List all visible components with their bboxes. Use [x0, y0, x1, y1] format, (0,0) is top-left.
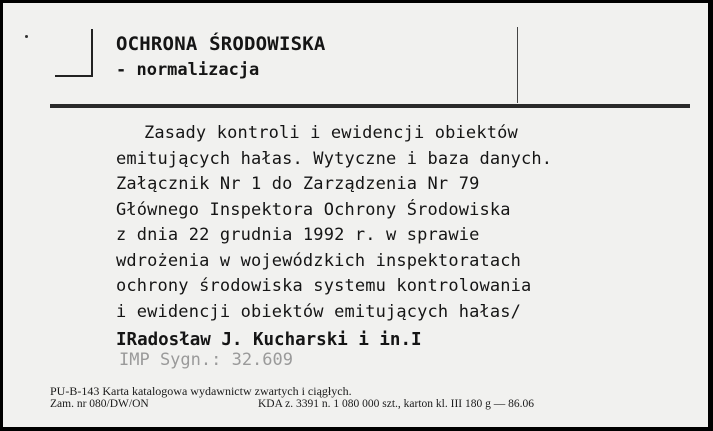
- subject-heading: OCHRONA ŚRODOWISKA: [116, 33, 326, 55]
- subject-subheading: - normalizacja: [116, 60, 260, 80]
- punch-mark: [25, 35, 28, 38]
- header-separator: [517, 27, 518, 103]
- footer-form-line: PU-B-143 Karta katalogowa wydawnictw zwartych i ciągłych.: [50, 384, 352, 398]
- description-line: emitujących hałas. Wytyczne i baza danych.: [116, 148, 553, 169]
- corner-bracket-vertical: [91, 29, 93, 77]
- footer-print-run: KDA z. 3391 n. 1 080 000 szt., karton kl. III 180 g — 86.06: [258, 398, 534, 410]
- catalog-card: [3, 3, 708, 427]
- call-number-stamp: IMP Sygn.: 32.609: [119, 350, 293, 370]
- description-line: Załącznik Nr 1 do Zarządzenia Nr 79: [116, 174, 480, 194]
- horizontal-rule: [50, 104, 690, 108]
- description-body: [116, 121, 696, 325]
- authors-line: IRadosław J. Kucharski i in.I: [116, 330, 422, 350]
- description-line: Zasady kontroli i ewidencji obiektów: [144, 123, 518, 143]
- corner-bracket-horizontal: [55, 75, 93, 77]
- description-line: Głównego Inspektora Ochrony Środowiska: [116, 199, 511, 220]
- description-line: i ewidencji obiektów emitujących hałas/: [116, 301, 522, 322]
- footer-print-line: [50, 398, 534, 410]
- description-line: z dnia 22 grudnia 1992 r. w sprawie: [116, 225, 480, 245]
- footer-order-number: Zam. nr 080/DW/ON: [50, 398, 149, 410]
- description-line: wdrożenia w wojewódzkich inspektoratach: [116, 250, 522, 271]
- description-line: ochrony środowiska systemu kontrolowania: [116, 276, 532, 296]
